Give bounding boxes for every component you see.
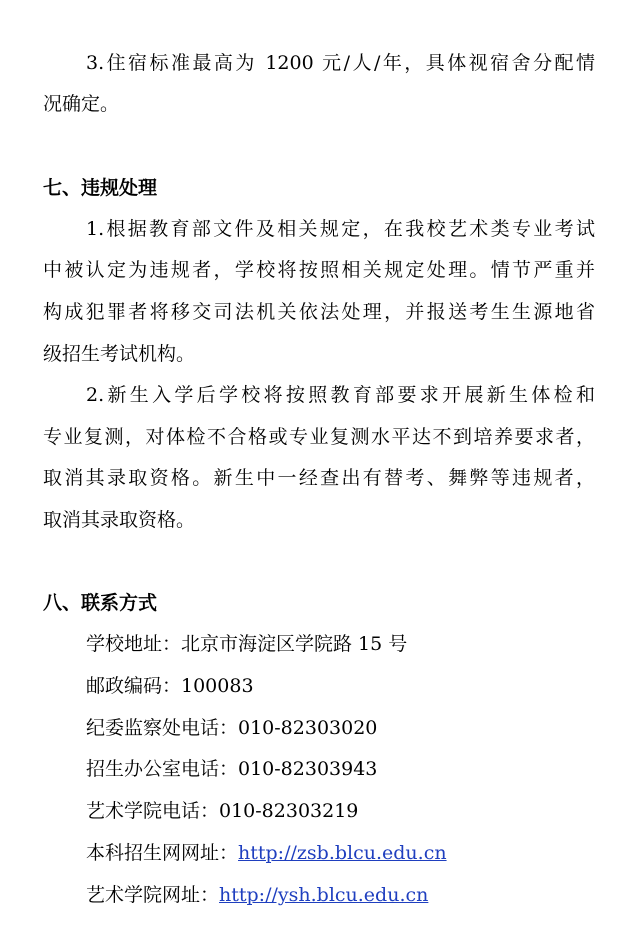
contact-heading: 八、联系方式 [43, 592, 158, 614]
contact-art-site [86, 883, 428, 907]
violations-item-2-line-1: 2.新生入学后学校将按照教育部要求开展新生体检和 [86, 384, 595, 406]
contact-undergrad-site [86, 841, 447, 865]
contact-admissions-phone: 招生办公室电话：010-82303943 [86, 758, 378, 780]
lodging-item-3-line-1: 3.住宿标准最高为 1200 元/人/年，具体视宿舍分配情 [86, 52, 595, 74]
contact-discipline-phone: 纪委监察处电话：010-82303020 [86, 717, 378, 739]
art-site-link[interactable]: http://ysh.blcu.edu.cn [219, 884, 429, 906]
violations-item-2-line-2: 专业复测，对体检不合格或专业复测水平达不到培养要求者， [43, 426, 595, 448]
violations-item-2-line-3: 取消其录取资格。新生中一经查出有替考、舞弊等违规者， [43, 467, 595, 489]
violations-heading: 七、违规处理 [43, 177, 158, 199]
violations-item-1-line-2: 中被认定为违规者，学校将按照相关规定处理。情节严重并 [43, 259, 595, 281]
violations-item-1-line-1: 1.根据教育部文件及相关规定，在我校艺术类专业考试 [86, 218, 595, 240]
undergrad-site-label: 本科招生网网址： [86, 842, 239, 864]
contact-postcode: 邮政编码：100083 [86, 675, 254, 697]
violations-item-2-line-4: 取消其录取资格。 [43, 509, 196, 531]
undergrad-site-link[interactable]: http://zsb.blcu.edu.cn [238, 842, 447, 864]
lodging-item-3-line-2: 况确定。 [43, 93, 120, 115]
art-site-label: 艺术学院网址： [86, 884, 220, 906]
violations-item-1-line-4: 级招生考试机构。 [43, 343, 196, 365]
contact-art-school-phone: 艺术学院电话：010-82303219 [86, 800, 359, 822]
contact-address: 学校地址：北京市海淀区学院路 15 号 [86, 633, 408, 655]
violations-item-1-line-3: 构成犯罪者将移交司法机关依法处理，并报送考生生源地省 [43, 301, 595, 323]
